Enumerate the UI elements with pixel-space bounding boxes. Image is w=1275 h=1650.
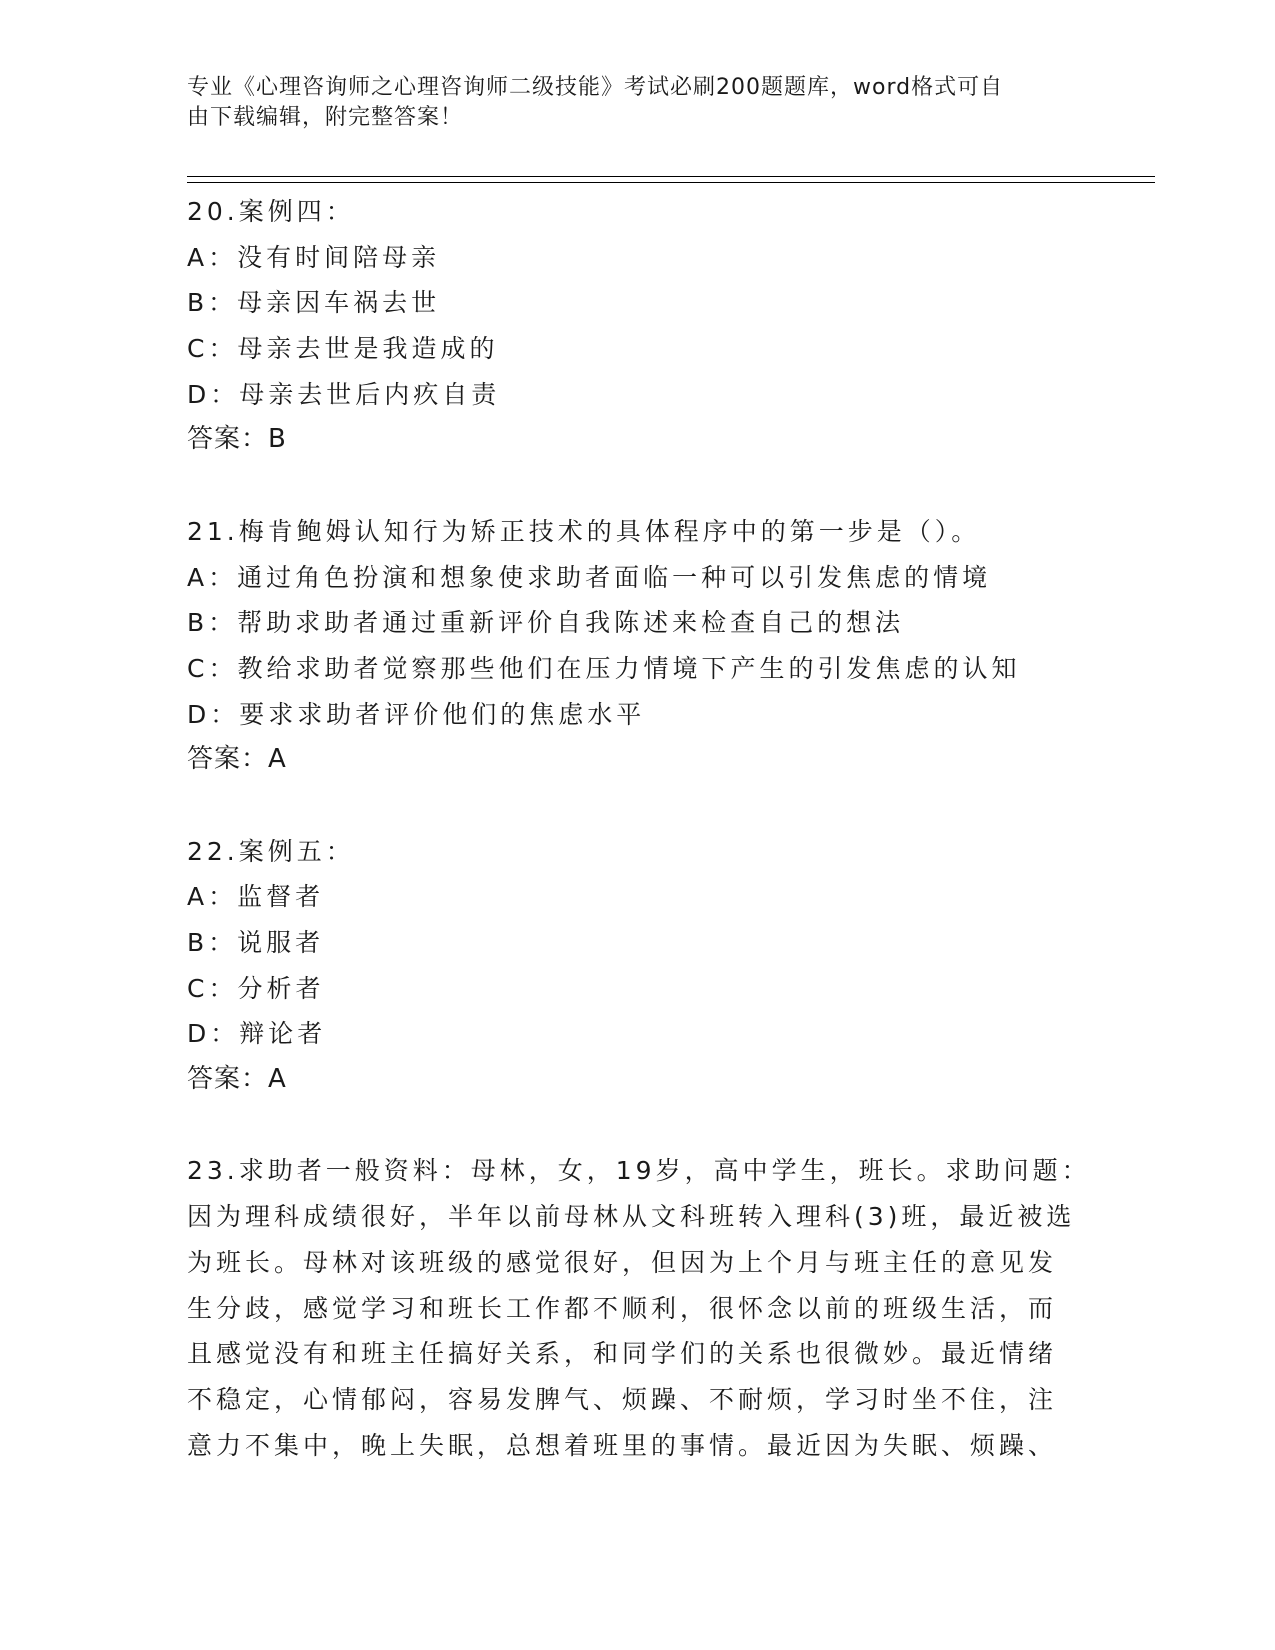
answer: 答案：A xyxy=(187,1064,287,1095)
header-divider-bottom xyxy=(187,182,1155,183)
option-d: D：要求求助者评价他们的焦虑水平 xyxy=(187,699,646,729)
question-23 xyxy=(187,1148,1091,1468)
option-b: B：母亲因车祸去世 xyxy=(187,288,441,318)
option-d: D：辩论者 xyxy=(187,1019,327,1049)
paragraph-line: 意力不集中，晚上失眠，总想着班里的事情。最近因为失眠、烦躁、 xyxy=(187,1430,1058,1460)
answer: 答案：B xyxy=(187,424,287,455)
option-b: B：帮助求助者通过重新评价自我陈述来检查自己的想法 xyxy=(187,608,905,638)
option-c: C：母亲去世是我造成的 xyxy=(187,334,499,364)
paragraph-line: 且感觉没有和班主任搞好关系，和同学们的关系也很微妙。最近情绪 xyxy=(187,1339,1058,1369)
spacer xyxy=(187,783,1087,829)
header-divider-top xyxy=(187,176,1155,177)
spacer xyxy=(187,1103,1087,1149)
question-20 xyxy=(187,189,1087,463)
question-stem: 22.案例五： xyxy=(187,836,355,866)
header-line-1: 专业《心理咨询师之心理咨询师二级技能》考试必刷200题题库，word格式可自 xyxy=(187,75,1004,100)
question-stem: 21.梅肯鲍姆认知行为矫正技术的具体程序中的第一步是（）。 xyxy=(187,516,981,546)
header-line-2: 由下载编辑，附完整答案！ xyxy=(187,105,464,130)
question-list xyxy=(187,189,1091,1468)
paragraph-line: 不稳定，心情郁闷，容易发脾气、烦躁、不耐烦，学习时坐不住，注 xyxy=(187,1384,1058,1414)
question-22 xyxy=(187,829,1087,1103)
option-a: A：通过角色扮演和想象使求助者面临一种可以引发焦虑的情境 xyxy=(187,562,992,592)
paragraph-line: 为班长。母林对该班级的感觉很好，但因为上个月与班主任的意见发 xyxy=(187,1247,1058,1277)
option-a: A：监督者 xyxy=(187,882,325,912)
question-21 xyxy=(187,509,1087,783)
option-a: A：没有时间陪母亲 xyxy=(187,242,441,272)
answer: 答案：A xyxy=(187,744,287,775)
option-b: B：说服者 xyxy=(187,928,325,957)
option-c: C：教给求助者觉察那些他们在压力情境下产生的引发焦虑的认知 xyxy=(187,653,1021,683)
question-stem: 20.案例四： xyxy=(187,197,355,226)
document-header xyxy=(187,73,1067,133)
spacer xyxy=(187,463,1087,509)
option-d: D：母亲去世后内疚自责 xyxy=(187,379,501,409)
paragraph-line: 生分歧，感觉学习和班长工作都不顺利，很怀念以前的班级生活，而 xyxy=(187,1293,1058,1323)
paragraph-line: 23.求助者一般资料：母林，女，19岁，高中学生，班长。求助问题： xyxy=(187,1156,1091,1186)
option-c: C：分析者 xyxy=(187,973,325,1003)
paragraph-line: 因为理科成绩很好，半年以前母林从文科班转入理科(3)班，最近被选 xyxy=(187,1202,1076,1232)
